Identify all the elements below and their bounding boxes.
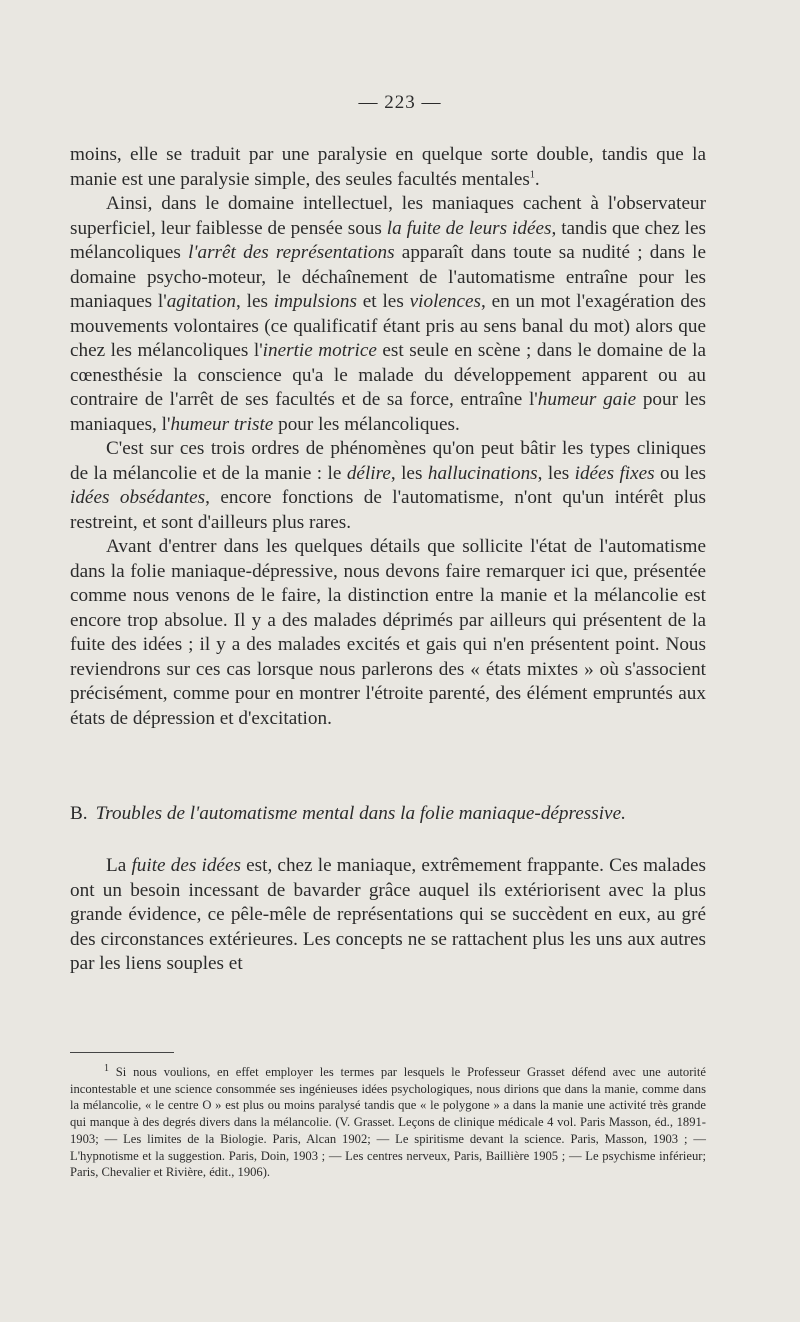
- paragraph: La fuite des idées est, chez le maniaque, extrêmement frappante. Ces malades ont un besoin incessant de bavarder grâce auquel ils extériorisent avec la plus grande évidence, ce pêle-mêle de représentations qui se succèdent en eux, au gré des circonstances extérieures. Les concepts ne se rattachent plus les uns aux autres par les liens souples et: [70, 855, 706, 974]
- footnote-divider: [70, 1052, 174, 1053]
- paragraph-text: moins, elle se traduit par une paralysie en quelque sorte double, tandis que la manie est une paralysie simple, des seules facultés mentales: [70, 144, 706, 190]
- section-label: B.: [70, 803, 88, 824]
- italic-term: délire: [346, 462, 391, 484]
- italic-term: impulsions: [273, 291, 357, 312]
- italic-term: fuite des idées: [131, 855, 241, 876]
- footnote-reference: 1: [529, 169, 535, 181]
- italic-term: agitation: [166, 291, 236, 312]
- section-heading: [70, 802, 710, 826]
- footnote-paragraph: [70, 1064, 706, 1181]
- italic-term: idées fixes: [574, 462, 655, 484]
- italic-term: idées obsédantes: [70, 487, 206, 508]
- page-number: — 223 —: [358, 92, 442, 113]
- footnote-text: Si nous voulions, en effet employer les termes par lesquels le Professeur Grasset défend avec une autorité incontestable et une science consommée ses ingénieuses idées psychologiques, nous dirions que dans la manie, comme dans la mélancolie, « le centre O » est plus ou moins paralysé tandis que « le polygone » a dans la manie une activité très grande qui manque à des degrés divers dans la mélancolie. (V. Grasset. Leçons de clinique médicale 4 vol. Paris Masson, éd., 1891-1903; — Les limites de la Biologie. Paris, Alcan 1902; — Le spiritisme devant la science. Paris, Masson, 1903 ; — L'hypnotisme et la suggestion. Paris, Doin, 1903 ; — Les centres nerveux, Paris, Baillière 1905 ; — Le psychisme inférieur; Paris, Chevalier et Rivière, édit., 1906).: [70, 1065, 706, 1180]
- paragraph-continuation: [70, 143, 706, 192]
- footnote: [70, 1064, 706, 1181]
- italic-term: violences: [409, 291, 482, 312]
- section-title: Troubles de l'automatisme mental dans la folie maniaque-dépressive.: [95, 803, 626, 824]
- paragraph-text: .: [534, 168, 540, 190]
- paragraph: C'est sur ces trois ordres de phénomènes qu'on peut bâtir les types cliniques de la mélancolie et de la manie : le délire, les hallucinations, les idées fixes ou les idées obsédantes, encore fonctions de l'automatisme, n'ont qu'un intérêt plus restreint, et sont d'ailleurs plus rares.: [70, 438, 706, 533]
- paragraph: Ainsi, dans le domaine intellectuel, les maniaques cachent à l'observateur superficiel, leur faiblesse de pensée sous la fuite de leurs idées, tandis que chez les mélancoliques l'arrêt des représentations apparaît dans toute sa nudité ; dans le domaine psycho-moteur, le déchaînement de l'automatisme entraîne pour les maniaques l'agitation, les impulsions et les violences, en un mot l'exagération des mouvements volontaires (ce qualificatif étant pris au sens banal du mot) alors que chez les mélancoliques l'inertie motrice est seule en scène ; dans le domaine de la cœnesthésie la conscience qu'a le malade du développement apparent ou au contraire de l'arrêt de ses facultés et de sa force, entraîne l'humeur gaie pour les maniaques, l'humeur triste pour les mélancoliques.: [70, 193, 707, 435]
- italic-term: l'arrêt des représentations: [188, 242, 395, 263]
- italic-term: hallucinations: [427, 462, 538, 484]
- section-text: [70, 854, 706, 977]
- italic-term: humeur triste: [170, 413, 274, 435]
- italic-term: inertie motrice: [262, 340, 377, 361]
- italic-term: la fuite de leurs idées: [386, 217, 552, 239]
- paragraph: Avant d'entrer dans les quelques détails que sollicite l'état de l'automatisme dans la folie maniaque-dépressive, nous devons faire remarquer ici que, présentée comme nous venons de le faire, la distinction entre la manie et la mélancolie est encore trop absolue. Il y a des malades déprimés par ailleurs qui présentent de la fuite des idées ; il y a des malades excités et gais qui n'en présentent point. Nous reviendrons sur ces cas lorsque nous parlerons des « états mixtes » où s'associent précisément, comme pour en montrer l'étroite parenté, des élément empruntés aux états de dépression et d'excitation.: [70, 536, 706, 729]
- footnote-marker: 1: [104, 1062, 109, 1074]
- italic-term: humeur gaie: [537, 389, 637, 410]
- main-text: [70, 143, 706, 731]
